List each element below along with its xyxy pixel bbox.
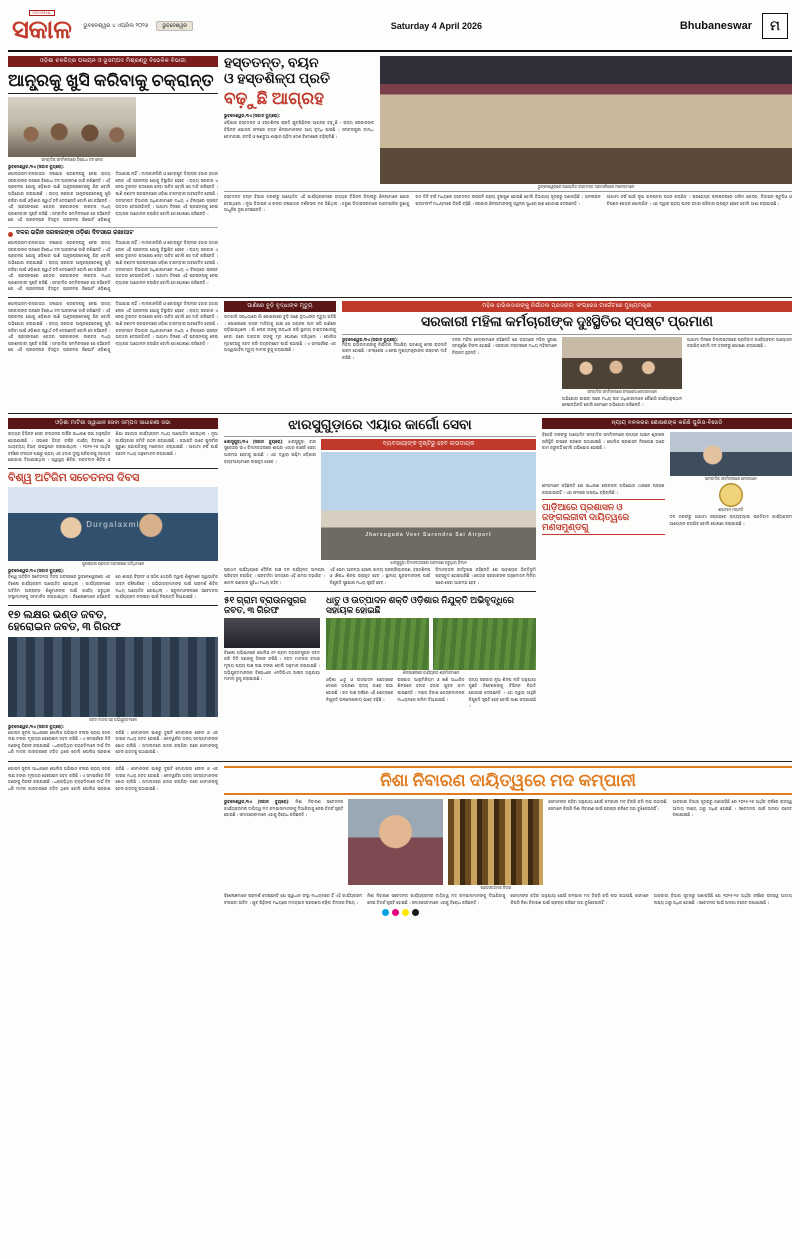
water-kicker: ପାଣିରେ ବୁଡ଼ି ବୃଦ୍ଧାଙ୍କ ମୃତ୍ୟୁ: [224, 301, 336, 312]
autism-photo: [8, 487, 218, 561]
airport-headline: ଝାରସୁଗୁଡ଼ାରେ ଏୟାର କାର୍ଗୋ ସେବା: [288, 417, 472, 433]
liquor-col-7: ଆବକାରୀ ବିଭାଗ ସୂତ୍ରରୁ ଜଣାପଡ଼ିଛି ଯେ ୨୦୨୫-୨୬ ଆର୍ଥିକ ବର୍ଷରେ ରାଜସ୍ୱ ଆଦାୟ ଲକ୍ଷ୍ୟ ଠାରୁ ଅଧିକ ହୋଇଛି । ସଚେତନତା ପାଇଁ ଅଲଗା ବଜେଟ ରଖାଯାଇଛି ।: [653, 893, 792, 905]
masthead-edition-place: Bhubaneswar: [679, 20, 752, 32]
airport-photo-caption: ଝାରସୁଗୁଡ଼ା ବିମାନବନ୍ଦରରେ ଅବତରଣ କରୁଥିବା ବିମାନ: [390, 560, 467, 565]
liquor-photo-caption: ପ୍ରତୀକାତ୍ମକ ଚିତ୍ର: [480, 886, 512, 891]
feature-col-2: ଗତ ତିନି ବର୍ଷ ମଧ୍ୟରେ ହସ୍ତତନ୍ତ ରପ୍ତାନି ପ୍ରାୟ ଦୁଇଗୁଣ ହୋଇଛି ବୋଲି ବିଭାଗୀୟ ସୂତ୍ରରୁ ଜଣାପଡ଼ିଛି । ଅନଲାଇନ ପ୍ଲାଟଫର୍ମ ମାଧ୍ୟମରେ ବିକ୍ରି ବଢ଼ିଛି । ସରକାର ଶିଳ୍ପୀମାନଙ୍କୁ ସ୍ୱଳ୍ପ ସୁଧରେ ଋଣ ଯୋଗାଇ ଦେଉଛନ୍ତି ।: [415, 194, 601, 206]
top-section: [8, 56, 792, 293]
bjd-photo-caption: ସାମ୍ବାଦିକ ସମ୍ମିଳନୀରେ ନେତାମାନେ: [704, 476, 757, 481]
logo-title: ସକାଳ: [12, 14, 72, 44]
liquor-story: [224, 766, 792, 906]
bjd-side-caption: ଶ୍ରୀମାନ ମହାନ୍ତି: [718, 507, 744, 512]
metal-headline: ଧାତୁ ଓ ଉତ୍ପାଦନ ଶକ୍ତି ଓଡ଼ିଶାର ନିଯୁକ୍ତି ଅଭିବୃଦ୍ଧିରେ ସହାୟକ ହୋଇଛି: [326, 594, 515, 615]
ganja-headline-2: ଜବତ, ୩ ଗିରଫ: [224, 604, 279, 615]
women-col-1: ମହିଳା ହାଭିଲଦାରଙ୍କୁ ନିର୍ଯାତନା ଦିଆଯିବା ଘଟଣାକୁ ନେଇ ରାଜନୀତି ଗରମ ହୋଇଛି । କଂଗ୍ରେସ ଏ ନେଇ ମୁଖ୍ୟମନ୍ତ୍ରୀଙ୍କ ଇସ୍ତଫା ଦାବି କରିଛି ।: [342, 341, 447, 360]
lead-body-cont: ପୋଲାଭରମ-ବନାକାସନ୍ଦା ସଂଯୋଗ ପ୍ରକଳ୍ପକୁ ନେଇ ରାଜ୍ୟ ସରକାରଙ୍କ ଉପରେ ବିରୋଧୀ ଦଳ ଆକ୍ରମଣ ଜାରି ରଖିଛନ୍ତି । ଏହି ପ୍ରକଳ୍ପ ଯୋଗୁ ଓଡ଼ିଶାର ପାଣି ଆନ୍ଧ୍ରପ୍ରଦେଶକୁ ଯିବ ବୋଲି ଅଭିଯୋଗ କରାଯାଇଛି । ରାଜ୍ୟ ସରକାର ଆନ୍ଧ୍ରପ୍ରଦେଶକୁ ଖୁସି କରିବା ପାଇଁ ଓଡ଼ିଶାର ସ୍ୱାର୍ଥ ବଳି ଦେଉଛନ୍ତି ବୋଲି ସେ କହିଛନ୍ତି । ଏହି ପ୍ରସଙ୍ଗରେ କେନ୍ଦ୍ର ସରକାରଙ୍କ ନୀରବତା ମଧ୍ୟ ପ୍ରଶ୍ନବାଚୀ ସୃଷ୍ଟି କରିଛି । ସମ୍ବାଦିକ ସମ୍ମିଳନୀରେ ସେ କହିଛନ୍ତି ଯେ ଏହି ପ୍ରକଳ୍ପର ବିସ୍ତୃତ ପ୍ରକଳ୍ପ ରିପୋର୍ଟ ଓଡ଼ିଶାକୁ ଦିଆଯାଇ ନାହିଁ । ମାଲକାନଗିରି ଓ କୋରାପୁଟ ଜିଲ୍ଲାର ହଜାର ହଜାର ଲୋକ ଏହି ପ୍ରକଳ୍ପ ଯୋଗୁ ବିସ୍ଥାପିତ ହେବେ । ରାଜ୍ୟ ସରକାର ଏ ନେଇ ତୁରନ୍ତ ପଦକ୍ଷେପ ନେବା ଉଚିତ ବୋଲି ସେ ଦାବି କରିଛନ୍ତି । ପାଣି ବଣ୍ଟନ ପ୍ରସଙ୍ଗରେ ଓଡ଼ିଶା ବାରମ୍ବାର ଅବହେଳିତ ହେଉଛି । ଜଳସମ୍ପଦ ବିଭାଗର ଅଧିକାରୀମାନେ ମଧ୍ୟ ଏ ବିଷୟରେ ସ୍ପଷ୍ଟ ଉତ୍ତର ଦେଉନାହାଁନ୍ତି । ଆଗାମୀ ଦିନରେ ଏହି ପ୍ରସଙ୍ଗକୁ ନେଇ ବ୍ୟାପକ ଆନ୍ଦୋଳନ କରାଯିବ ବୋଲି ସେ ଘୋଷଣା କରିଛନ୍ତି ।: [8, 240, 218, 292]
bjd-redline-2: ଜଙ୍ଗଲଜୀବୀ ଦାୟିତ୍ୱରେ: [542, 512, 630, 523]
women-section: [8, 301, 792, 409]
heroin-headline-2: ହେରୋଇନ ଜବତ, ୩ ଗିରଫ: [8, 621, 121, 634]
liquor-col-5: ନିଶା ନିବାରଣ ସଚେତନତା କାର୍ଯ୍ୟକ୍ରମର ଦାୟିତ୍ୱ ମଦ କମ୍ପାନୀମାନଙ୍କୁ ଦିଆଯିବାକୁ ନେଇ ବିତର୍କ ସୃଷ୍ଟି ହୋଇଛି । ସମାଜସେବୀମାନେ ଏହାକୁ ବିରୋଧ କରିଛନ୍ତି ।: [367, 893, 506, 905]
metal-col-1: ଓଡ଼ିଶା ଧାତୁ ଓ ଉତ୍ପାଦନ କ୍ଷେତ୍ରରେ ଦେଶର ଅଗ୍ରଣୀ ରାଜ୍ୟ ଭାବେ ଉଭା ହୋଇଛି । ଗତ ପାଞ୍ଚ ବର୍ଷରେ ଏହି କ୍ଷେତ୍ରରେ ନିଯୁକ୍ତି ଉଲ୍ଲେଖନୀୟ ଭାବେ ବଢ଼ିଛି ।: [326, 676, 394, 702]
airport-story: [224, 418, 536, 756]
ojha-body: ରାଜ୍ୟର ବିଭିନ୍ନ ସେବା ସଂଗଠନର ବାର୍ଷିକ ସାଧାରଣ ସଭା ଅନୁଷ୍ଠିତ ହୋଇଯାଇଛି । ସଭାରେ ବିଗତ ବର୍ଷର କାର୍ଯ୍ୟ ବିବରଣୀ ଓ ଆୟବ୍ୟୟ ହିସାବ ଉପସ୍ଥାପନ କରାଯାଇଥିଲା । ୨୦୨୫-୨୬ ଆର୍ଥିକ ବର୍ଷରେ ସଂଗଠନ ପକ୍ଷରୁ ପ୍ରାୟ ଏକ ହଜାର ଦୁଃସ୍ଥ ପରିବାରକୁ ସହାୟତା ଯୋଗାଇ ଦିଆଯାଇଥିଲା । ସ୍ୱାସ୍ଥ୍ୟ ଶିବିର, ରକ୍ତଦାନ ଶିବିର ଓ ଶିକ୍ଷା ସହାୟତା କାର୍ଯ୍ୟକ୍ରମ ମଧ୍ୟ ଆୟୋଜିତ ହୋଇଥିଲା । ନୂଆ କାର୍ଯ୍ୟକାରୀ କମିଟି ଗଠନ କରାଯାଇଛି । ସଭାପତି ଭାବେ ପୁନର୍ବାର ପୁରୁଣା ସଭାପତିଙ୍କୁ ମନୋନୀତ କରାଯାଇଛି । ଆଗାମୀ ବର୍ଷ ପାଇଁ ବଜେଟ ମଧ୍ୟ ଅନୁମୋଦନ କରାଯାଇଛି ।: [8, 430, 218, 463]
feature-col-3: ଆଗାମୀ ବର୍ଷ ପାଇଁ ନୂଆ କ୍ଲଷ୍ଟର ଗଠନ କରାଯିବ । ପ୍ରତ୍ୟେକ କ୍ଲଷ୍ଟରରେ ତାଲିମ କେନ୍ଦ୍ର, ଡିଜାଇନ ଷ୍ଟୁଡିଓ ଓ ବିପଣନ କେନ୍ଦ୍ର ଖୋଲାଯିବ । ଏହା ଦ୍ୱାରା ପ୍ରାୟ ପନ୍ଦର ହଜାର ପରିବାର ଉପକୃତ ହେବେ ବୋଲି ଆଶା କରାଯାଉଛି ।: [606, 194, 792, 206]
ganja-headline-1: ୫୧ ଗ୍ରାମ ବ୍ରାଉନସୁଗର: [224, 594, 307, 605]
lead-story: [8, 56, 218, 293]
registration-dots: [8, 906, 792, 916]
feature-lead-text: ଓଡ଼ିଶାର ହସ୍ତତନ୍ତ ଓ ହସ୍ତଶିଳ୍ପ ପ୍ରତି ଯୁବପିଢ଼ିଙ୍କ ଆଗ୍ରହ ବଢ଼ୁଛି । ରାଜ୍ୟ ସରକାରଙ୍କ ବିଭିନ୍ନ ଯୋଜନା ଫଳରେ ବୟନ ଶିଳ୍ପୀମାନଙ୍କ ଆୟ ବୃଦ୍ଧି ପାଇଛି । ସମ୍ବଲପୁରୀ ବାନ୍ଧ, ବୋମକାଇ, କଟକି ଓ ଖଣ୍ଡୁଆ ଶାଢ଼ୀର ଚାହିଦା ଦେଶ ବିଦେଶରେ ବଢ଼ିଚାଲିଛି ।: [224, 120, 374, 139]
bjd-photo: [670, 432, 793, 476]
liquor-col-4: ବିଶେଷଜ୍ଞମାନେ ପରାମର୍ଶ ଦେଇଛନ୍ତି ଯେ ସ୍ୱାଧୀନ ସଂସ୍ଥା ମାଧ୍ୟମରେ ହିଁ ଏହି କାର୍ଯ୍ୟକ୍ରମ ଚଳାଇବା ଉଚିତ । ଯୁବ ପିଢ଼ିଙ୍କ ମଧ୍ୟରେ ମଦ୍ୟପାନ ପ୍ରବଣତା ବଢ଼ିବା ଚିନ୍ତାର ବିଷୟ ।: [224, 893, 363, 905]
liquor-byline: ଭୁବନେଶ୍ୱର,୩ଏ (ସକାଳ ବ୍ୟୁରୋ):: [224, 799, 290, 805]
lead-headline: ଆନ୍ଧ୍ରକୁ ଖୁସି କରିବାକୁ ଚକ୍ରାନ୍ତ: [8, 71, 214, 90]
ganja-photo: [224, 618, 320, 648]
newspaper-logo: [12, 10, 71, 43]
masthead: [8, 6, 792, 52]
masthead-mark-icon: ମ: [762, 13, 788, 39]
lead-continued: [8, 301, 218, 409]
liquor-photo-2: [448, 799, 543, 885]
women-col-4: ଆଗାମୀ ଦିନରେ ଜିଲ୍ଲାସ୍ତରରେ ପ୍ରତିବାଦ କାର୍ଯ୍ୟକ୍ରମ ଆୟୋଜନ କରାଯିବ ବୋଲି ଦଳ ତରଫରୁ ଘୋଷଣା କରାଯାଇଛି ।: [687, 336, 792, 349]
liquor-col-1: [224, 799, 343, 890]
feature-story: [224, 56, 792, 293]
lead-side-text: [140, 97, 218, 162]
airport-subkicker: ବ୍ୟବସାୟୀଙ୍କ ଦୃଷ୍ଟିରୁ ହେବ ଲାଭଦାୟକ: [321, 439, 536, 450]
feature-headline-red: ବଢ଼ୁଛି ଆଗ୍ରହ: [224, 89, 325, 109]
women-photo-caption: ସମ୍ବାଦିକ ସମ୍ମିଳନୀରେ କଂଗ୍ରେସ ନେତ୍ରୀମାନେ: [587, 389, 657, 394]
lead-body: ପୋଲାଭରମ-ବନାକାସନ୍ଦା ସଂଯୋଗ ପ୍ରକଳ୍ପକୁ ନେଇ ରାଜ୍ୟ ସରକାରଙ୍କ ଉପରେ ବିରୋଧୀ ଦଳ ଆକ୍ରମଣ ଜାରି ରଖିଛନ୍ତି । ଏହି ପ୍ରକଳ୍ପ ଯୋଗୁ ଓଡ଼ିଶାର ପାଣି ଆନ୍ଧ୍ରପ୍ରଦେଶକୁ ଯିବ ବୋଲି ଅଭିଯୋଗ କରାଯାଇଛି । ରାଜ୍ୟ ସରକାର ଆନ୍ଧ୍ରପ୍ରଦେଶକୁ ଖୁସି କରିବା ପାଇଁ ଓଡ଼ିଶାର ସ୍ୱାର୍ଥ ବଳି ଦେଉଛନ୍ତି ବୋଲି ସେ କହିଛନ୍ତି । ଏହି ପ୍ରସଙ୍ଗରେ କେନ୍ଦ୍ର ସରକାରଙ୍କ ନୀରବତା ମଧ୍ୟ ପ୍ରଶ୍ନବାଚୀ ସୃଷ୍ଟି କରିଛି । ସମ୍ବାଦିକ ସମ୍ମିଳନୀରେ ସେ କହିଛନ୍ତି ଯେ ଏହି ପ୍ରକଳ୍ପର ବିସ୍ତୃତ ପ୍ରକଳ୍ପ ରିପୋର୍ଟ ଓଡ଼ିଶାକୁ ଦିଆଯାଇ ନାହିଁ । ମାଲକାନଗିରି ଓ କୋରାପୁଟ ଜିଲ୍ଲାର ହଜାର ହଜାର ଲୋକ ଏହି ପ୍ରକଳ୍ପ ଯୋଗୁ ବିସ୍ଥାପିତ ହେବେ । ରାଜ୍ୟ ସରକାର ଏ ନେଇ ତୁରନ୍ତ ପଦକ୍ଷେପ ନେବା ଉଚିତ ବୋଲି ସେ ଦାବି କରିଛନ୍ତି । ପାଣି ବଣ୍ଟନ ପ୍ରସଙ୍ଗରେ ଓଡ଼ିଶା ବାରମ୍ବାର ଅବହେଳିତ ହେଉଛି । ଜଳସମ୍ପଦ ବିଭାଗର ଅଧିକାରୀମାନେ ମଧ୍ୟ ଏ ବିଷୟରେ ସ୍ପଷ୍ଟ ଉତ୍ତର ଦେଉନାହାଁନ୍ତି । ଆଗାମୀ ଦିନରେ ଏହି ପ୍ରସଙ୍ଗକୁ ନେଇ ବ୍ୟାପକ ଆନ୍ଦୋଳନ କରାଯିବ ବୋଲି ସେ ଘୋଷଣା କରିଛନ୍ତି ।: [8, 171, 218, 223]
feature-photo-caption: ଭୁବନେଶ୍ୱରରେ ଆୟୋଜିତ ହସ୍ତତନ୍ତ ପ୍ରଦର୍ଶନୀରେ ମଡେଲମାନେ: [537, 185, 635, 189]
women-col-3: ଅଭିଯୋଗ ପାଇବା ପରେ ମଧ୍ୟ ଉଚ୍ଚ ଅଧିକାରୀମାନେ କୌଣସି କାର୍ଯ୍ୟାନୁଷ୍ଠାନ ନେଇନାହାଁନ୍ତି ବୋଲି ସେମାନେ ଅଭିଯୋଗ କରିଛନ୍ତି ।: [562, 395, 682, 408]
airport-col-1: ଝାରସୁଗୁଡ଼ା ବୀର ସୁରେନ୍ଦ୍ର ସାଏ ବିମାନବନ୍ଦରରେ ଶୀଘ୍ର ଏୟାର କାର୍ଗୋ ସେବା ଆରମ୍ଭ ହେବାକୁ ଯାଉଛି । ଏହା ଦ୍ୱାରା ପଶ୍ଚିମ ଓଡ଼ିଶାର ବ୍ୟବସାୟୀମାନେ ଉପକୃତ ହେବେ ।: [224, 438, 316, 464]
women-kicker: ମହିଳା ହାଭିଲଦାରଙ୍କୁ ନିର୍ଯାତନା ପ୍ରସଙ୍ଗ: କଂଗ୍ରେସ ଟାର୍ଗେଟରେ ମୁଖ୍ୟମନ୍ତ୍ରୀ: [342, 301, 792, 312]
liquor-photo-1: [348, 799, 443, 885]
women-col-2: ଦଳର ମହିଳା ନେତ୍ରୀମାନେ କହିଛନ୍ତି ଯେ ରାଜ୍ୟରେ ମହିଳା ସୁରକ୍ଷା ସମ୍ପୂର୍ଣ୍ଣ ବିଫଳ ହୋଇଛି । ସରକାରୀ ଦପ୍ତରରେ ମଧ୍ୟ ମହିଳାମାନେ ନିରାପଦ ନୁହନ୍ତି ।: [452, 336, 557, 355]
masthead-date-english: Saturday 4 April 2026: [390, 21, 483, 31]
feature-headline-2: ଓ ହସ୍ତଶିଳ୍ପ ପ୍ରତି: [224, 71, 330, 87]
liquor-col-6: ସେମାନଙ୍କ କହିବା ଅନୁଯାୟୀ ଯେଉଁ କମ୍ପାନୀ ମଦ ବିକ୍ରି କରି ଲାଭ ଉଠାଉଛି, ସେମାନେ କିପରି ନିଶା ନିବାରଣ ପାଇଁ ପ୍ରଚାର କରିବେ ତାହା ବୁଝିହେଉନାହିଁ ।: [510, 893, 649, 905]
metal-photo-caption: ଶିଳ୍ପାଞ୍ଚଳରେ କାର୍ଯ୍ୟରତ ଶ୍ରମିକମାନେ: [402, 670, 460, 675]
airport-photo-block: [321, 439, 536, 565]
airport-col-4: ବିମାନବନ୍ଦର କର୍ତ୍ତୃପକ୍ଷ କହିଛନ୍ତି ଯେ ଆବଶ୍ୟକ ଭିତ୍ତିଭୂମି ପ୍ରସ୍ତୁତ ହୋଇସାରିଛି । କେନ୍ଦ୍ର ସରକାରଙ୍କ ଅନୁମୋଦନ ମିଳିବା ପରେ ସେବା ଆରମ୍ଭ ହେବ ।: [435, 566, 536, 585]
feature-col-1: ହସ୍ତତନ୍ତ ବୟନ ବିଭାଗ ତରଫରୁ ଆୟୋଜିତ ଏହି କାର୍ଯ୍ୟକ୍ରମରେ ରାଜ୍ୟର ବିଭିନ୍ନ ଜିଲ୍ଲାରୁ ଶିଳ୍ପୀମାନେ ଯୋଗ ଦେଇଥିଲେ । ନୂଆ ଡିଜାଇନ ଓ ରଙ୍ଗ ସଂଯୋଜନା ଦର୍ଶକଙ୍କ ମନ ଜିଣିଥିଲା । ତରୁଣ ଡିଜାଇନରମାନେ ପାରମ୍ପରିକ ବୁଣାକୁ ଆଧୁନିକ ରୂପ ଦେଇଛନ୍ତି ।: [224, 194, 410, 213]
liquor-col-3: ଆବକାରୀ ବିଭାଗ ସୂତ୍ରରୁ ଜଣାପଡ଼ିଛି ଯେ ୨୦୨୫-୨୬ ଆର୍ଥିକ ବର୍ଷରେ ରାଜସ୍ୱ ଆଦାୟ ଲକ୍ଷ୍ୟ ଠାରୁ ଅଧିକ ହୋଇଛି । ସଚେତନତା ପାଇଁ ଅଲଗା ବଜେଟ ରଖାଯାଇଛି ।: [672, 799, 792, 818]
heroin-photo: [8, 637, 218, 717]
women-byline: ଭୁବନେଶ୍ୱର,୩ଏ (ସକାଳ ବ୍ୟୁରୋ):: [342, 336, 399, 342]
feature-byline: ଭୁବନେଶ୍ୱର,୩ଏ (ସକାଳ ବ୍ୟୁରୋ):: [224, 113, 281, 119]
masthead-city-pill: ଭୁବନେଶ୍ୱର: [156, 21, 193, 31]
color-dot-yellow: [402, 909, 409, 916]
bjd-col-1: ବିଜେଡି ତରଫରୁ ଆୟୋଜିତ ସମ୍ବାଦିକ ସମ୍ମିଳନୀରେ ରାଜ୍ୟର ଆଇନ ଶୃଙ୍ଖଳା ପରିସ୍ଥିତି ଉପରେ ପ୍ରଶ୍ନ ଉଠାଯାଇଛି । ପୋଲିସ ପ୍ରଶାସନ ନିରପେକ୍ଷ ଭାବେ କାମ କରୁନାହିଁ ବୋଲି ଅଭିଯୋଗ ହୋଇଛି ।: [542, 431, 665, 451]
airport-col-2: ପ୍ରଥମ ପର୍ଯ୍ୟାୟରେ ଦୈନିକ ପାଞ୍ଚ ଟନ ପର୍ଯ୍ୟନ୍ତ ସାମଗ୍ରୀ ପରିବହନ କରାଯିବ । ପରବର୍ତ୍ତୀ ସମୟରେ ଏହି କ୍ଷମତା ବଢ଼ାଯିବ । ଶୀତଳ ଭଣ୍ଡାର ସୁବିଧା ମଧ୍ୟ ରହିବ ।: [224, 566, 325, 585]
heroin-photo-caption: ଜବତ ମାଦକ ସହ ଅଭିଯୁକ୍ତମାନେ: [89, 717, 137, 722]
airport-photo: [321, 452, 536, 560]
feature-headline-1: ହସ୍ତତନ୍ତ, ବୟନ: [224, 56, 319, 71]
masthead-date-odia: ଭୁବନେଶ୍ୱର ୪ ଏପ୍ରିଲ ୨୦୨୬: [83, 22, 149, 29]
airport-col-left: [224, 439, 316, 565]
bullet-dot-icon: [8, 232, 13, 237]
feature-head-block: [224, 56, 374, 189]
masthead-left: [12, 10, 193, 43]
women-headline: ସରକାରୀ ମହିଳା କର୍ମଚାରୀଙ୍କ ଦୁଃସ୍ଥିତିର ସ୍ପଷ୍ଟ ପ୍ରମାଣ: [420, 315, 714, 331]
lead-photo: [8, 97, 136, 157]
ojha-kicker: ଓଡ଼ିଶା ମାଟିରୀ ସ୍ୱାଧୀନ ସେବା ସମ୍ପଦ ସାଧାରଣୀ ସଭା: [8, 418, 218, 429]
metal-col-3: ରାଜ୍ୟ ସରକାର ନୂଆ ଶିଳ୍ପ ନୀତି ଅନୁଯାୟୀ ପୁଞ୍ଜି ନିବେଶକଙ୍କୁ ବିଭିନ୍ନ ରିହାତି ଯୋଗାଇ ଦେଉଛନ୍ତି । ଏହା ଦ୍ୱାରା ଆହୁରି ନିଯୁକ୍ତି ସୃଷ୍ଟି ହେବ ବୋଲି ଆଶା କରାଯାଉଛି ।: [468, 676, 536, 709]
heroin-continued-text: ଗୋପନ ସୂଚନା ଆଧାରରେ ପୋଲିସ ଅଭିଯାନ ଚଳାଇ ପ୍ରାୟ ସତର ଲକ୍ଷ ଟଙ୍କା ମୂଲ୍ୟର ହେରୋଇନ ଜବତ କରିଛି । ଏ ସମ୍ପର୍କରେ ତିନି ଜଣଙ୍କୁ ଗିରଫ କରାଯାଇଛି । ଧରାପଡ଼ିଥିବା ବ୍ୟକ୍ତିମାନେ ଦୀର୍ଘ ଦିନ ଧରି ମାଦକ କାରବାରରେ ଜଡ଼ିତ ଥିଲେ ବୋଲି ପୋଲିସ ପ୍ରକାଶ କରିଛି । ସେମାନଙ୍କ ପାଖରୁ ଦୁଇଟି ମୋବାଇଲ ଫୋନ ଓ ଏକ ବାଇକ ମଧ୍ୟ ଜବତ ହୋଇଛି । ନେଟୱର୍କର ଅନ୍ୟ ସଦସ୍ୟମାନଙ୍କ ଖୋଜ ଚାଲିଛି । ଅଦାଲତରେ ହାଜର କରାଯିବା ପରେ ସେମାନଙ୍କୁ ଜେଲ ହାଜତକୁ ପଠାଯାଇଛି ।: [8, 766, 218, 791]
autism-body: ବିଶ୍ୱ ଅଟିଜିମ ସଚେତନତା ଦିବସ ଅବସରରେ ଭୁବନେଶ୍ୱରରେ ଏକ ବିଶେଷ କାର୍ଯ୍ୟକ୍ରମ ଆୟୋଜିତ ହୋଇଥିଲା । କାର୍ଯ୍ୟକ୍ରମରେ ଅଟିଜିମ ଆକ୍ରାନ୍ତ ଶିଶୁମାନଙ୍କ ପାଇଁ କାର୍ଯ୍ୟ କରୁଥିବା ସଂସ୍ଥାମାନଙ୍କୁ ସମ୍ମାନିତ କରାଯାଇଥିଲା । ବିଶେଷଜ୍ଞମାନେ କହିଛନ୍ତି ଯେ ଶୀଘ୍ର ଚିହ୍ନଟ ଓ ସଠିକ ଥେରାପି ଦ୍ୱାରା ଶିଶୁମାନେ ସ୍ୱାଭାବିକ ଜୀବନ ବଞ୍ଚିପାରିବେ । ଅଭିଭାବକମାନଙ୍କ ପାଇଁ ପରାମର୍ଶ ଶିବିର ମଧ୍ୟ ଆୟୋଜିତ ହୋଇଥିଲା । ସ୍କୁଲମାନଙ୍କରେ ସଚେତନତା କାର୍ଯ୍ୟକ୍ରମ ଚଲାଇବା ପାଇଁ ନିଷ୍ପତ୍ତି ନିଆଯାଇଛି ।: [8, 574, 218, 600]
liquor-section: [8, 766, 792, 906]
metal-photo-1: [326, 618, 429, 670]
women-photo: [562, 337, 682, 389]
lead-continued-text: ପୋଲାଭରମ-ବନାକାସନ୍ଦା ସଂଯୋଗ ପ୍ରକଳ୍ପକୁ ନେଇ ରାଜ୍ୟ ସରକାରଙ୍କ ଉପରେ ବିରୋଧୀ ଦଳ ଆକ୍ରମଣ ଜାରି ରଖିଛନ୍ତି । ଏହି ପ୍ରକଳ୍ପ ଯୋଗୁ ଓଡ଼ିଶାର ପାଣି ଆନ୍ଧ୍ରପ୍ରଦେଶକୁ ଯିବ ବୋଲି ଅଭିଯୋଗ କରାଯାଇଛି । ରାଜ୍ୟ ସରକାର ଆନ୍ଧ୍ରପ୍ରଦେଶକୁ ଖୁସି କରିବା ପାଇଁ ଓଡ଼ିଶାର ସ୍ୱାର୍ଥ ବଳି ଦେଉଛନ୍ତି ବୋଲି ସେ କହିଛନ୍ତି । ଏହି ପ୍ରସଙ୍ଗରେ କେନ୍ଦ୍ର ସରକାରଙ୍କ ନୀରବତା ମଧ୍ୟ ପ୍ରଶ୍ନବାଚୀ ସୃଷ୍ଟି କରିଛି । ସମ୍ବାଦିକ ସମ୍ମିଳନୀରେ ସେ କହିଛନ୍ତି ଯେ ଏହି ପ୍ରକଳ୍ପର ବିସ୍ତୃତ ପ୍ରକଳ୍ପ ରିପୋର୍ଟ ଓଡ଼ିଶାକୁ ଦିଆଯାଇ ନାହିଁ । ମାଲକାନଗିରି ଓ କୋରାପୁଟ ଜିଲ୍ଲାର ହଜାର ହଜାର ଲୋକ ଏହି ପ୍ରକଳ୍ପ ଯୋଗୁ ବିସ୍ଥାପିତ ହେବେ । ରାଜ୍ୟ ସରକାର ଏ ନେଇ ତୁରନ୍ତ ପଦକ୍ଷେପ ନେବା ଉଚିତ ବୋଲି ସେ ଦାବି କରିଛନ୍ତି । ପାଣି ବଣ୍ଟନ ପ୍ରସଙ୍ଗରେ ଓଡ଼ିଶା ବାରମ୍ବାର ଅବହେଳିତ ହେଉଛି । ଜଳସମ୍ପଦ ବିଭାଗର ଅଧିକାରୀମାନେ ମଧ୍ୟ ଏ ବିଷୟରେ ସ୍ପଷ୍ଟ ଉତ୍ତର ଦେଉନାହାଁନ୍ତି । ଆଗାମୀ ଦିନରେ ଏହି ପ୍ରସଙ୍ଗକୁ ନେଇ ବ୍ୟାପକ ଆନ୍ଦୋଳନ କରାଯିବ ବୋଲି ସେ ଘୋଷଣା କରିଛନ୍ତି ।: [8, 301, 218, 353]
logo-superscript: ODISHA: [29, 10, 55, 16]
bjd-col-2: ନେତାମାନେ କହିଛନ୍ତି ଯେ ସାଧାରଣ ଲୋକଙ୍କ ଅଭିଯୋଗ ଥାନାରେ ଗ୍ରହଣ କରାଯାଉନାହିଁ । ଏହା ଫଳରେ ଅପରାଧ ବଢ଼ିଚାଲିଛି ।: [542, 482, 665, 495]
liquor-col-1-text: ନିଶା ନିବାରଣ ସଚେତନତା କାର୍ଯ୍ୟକ୍ରମର ଦାୟିତ୍ୱ ମଦ କମ୍ପାନୀମାନଙ୍କୁ ଦିଆଯିବାକୁ ନେଇ ବିତର୍କ ସୃଷ୍ଟି ହୋଇଛି । ସମାଜସେବୀମାନେ ଏହାକୁ ବିରୋଧ କରିଛନ୍ତି ।: [224, 799, 344, 818]
lead-photo-caption: ସମ୍ବାଦିକ ସମ୍ମିଳନୀରେ ବିରୋଧୀ ଦଳ ନେତା: [41, 158, 103, 163]
feature-photo-block: [380, 56, 792, 189]
airport-col-3: ଏହି ସେବା ଆରମ୍ଭ ହେଲେ ଖାଦ୍ୟ ପ୍ରକ୍ରିୟାକରଣ, ହସ୍ତଶିଳ୍ପ ଓ ଔଷଧ ଶିଳ୍ପ ଉପକୃତ ହେବ । ସ୍ଥାନୀୟ ଯୁବକମାନଙ୍କ ପାଇଁ ନିଯୁକ୍ତି ସୁଯୋଗ ମଧ୍ୟ ସୃଷ୍ଟି ହେବ ।: [329, 566, 431, 585]
bjd-col-3: ଦଳ ତରଫରୁ ଆଗାମୀ ସପ୍ତାହରେ ରାଜ୍ୟବ୍ୟାପୀ ପ୍ରତିବାଦ କାର୍ଯ୍ୟକ୍ରମ ଆୟୋଜନ କରାଯିବ ବୋଲି ଘୋଷଣା କରାଯାଇଛି ।: [669, 513, 792, 526]
autism-photo-watermark: Durgalaxmi: [86, 519, 140, 529]
lead-subhead: [8, 230, 218, 237]
left-middle-column: [8, 418, 218, 756]
masthead-right: [680, 13, 788, 39]
metal-col-2: ଇସ୍ପାତ, ଆଲୁମିନିୟମ ଓ ଖଣି ଆଧାରିତ ଶିଳ୍ପରେ ହଜାର ହଜାର ଯୁବକ କାମ ପାଇଛନ୍ତି । ଦକ୍ଷତା ବିକାଶ କେନ୍ଦ୍ରମାନଙ୍କ ମାଧ୍ୟମରେ ତାଲିମ ଦିଆଯାଉଛି ।: [397, 676, 465, 702]
feature-photo: [380, 56, 792, 184]
bjd-kicker: ନ୍ୟାୟ ବଳକରର ଶୋଷଣଙ୍କ କରିଛି ପୁଲିସ-ବିଜେଡି: [542, 418, 792, 429]
autism-byline: ଭୁବନେଶ୍ୱର,୩ଏ (ସକାଳ ବ୍ୟୁରୋ):: [8, 568, 65, 574]
airport-terminal-label: Jharsuguda Veer Surendra Sai Airport: [365, 531, 492, 538]
middle-section: [8, 418, 792, 756]
ganja-story: [224, 595, 320, 710]
heroin-continued: [8, 766, 218, 906]
ganja-body: ବିଶେଷ ଅଭିଯାନରେ ପୋଲିସ ୫୧ ଗ୍ରାମ ବ୍ରାଉନସୁଗର ଜବତ କରି ତିନି ଜଣଙ୍କୁ ଗିରଫ କରିଛି । ଜବତ ମାଦକର ବଜାର ମୂଲ୍ୟ ପ୍ରାୟ ପାଞ୍ଚ ଲକ୍ଷ ଟଙ୍କା ବୋଲି ଅନୁମାନ କରାଯାଉଛି । ଅଭିଯୁକ୍ତମାନଙ୍କ ବିରୋଧରେ ଏନଡିପିଏସ ଆଇନ ଅନୁଯାୟୀ ମାମଲା ରୁଜୁ କରାଯାଇଛି ।: [224, 649, 320, 682]
metal-photo-2: [433, 618, 536, 670]
bjd-story: [542, 418, 792, 756]
autism-headline: ବିଶ୍ୱ ଅଟିଜିମ ସଚେତନତା ଦିବସ: [8, 472, 140, 485]
heroin-headline-1: ୧୭ ଲକ୍ଷର ଭଣ୍ଡ ଜବତ,: [8, 608, 107, 621]
liquor-headline: ନିଶା ନିବାରଣ ଦାୟିତ୍ୱରେ ମଦ କମ୍ପାନୀ: [224, 766, 792, 795]
airport-byline: ଝାରସୁଗୁଡ଼ା,୩ଏ (ସକାଳ ବ୍ୟୁରୋ):: [224, 438, 284, 444]
masthead-date-block: [83, 23, 148, 30]
bjd-redline-1: ପାଡ଼ିଆରେ ପ୍ରଶାସନ ଓ: [542, 502, 623, 513]
color-dot-cyan: [382, 909, 389, 916]
heroin-body: ଗୋପନ ସୂଚନା ଆଧାରରେ ପୋଲିସ ଅଭିଯାନ ଚଳାଇ ପ୍ରାୟ ସତର ଲକ୍ଷ ଟଙ୍କା ମୂଲ୍ୟର ହେରୋଇନ ଜବତ କରିଛି । ଏ ସମ୍ପର୍କରେ ତିନି ଜଣଙ୍କୁ ଗିରଫ କରାଯାଇଛି । ଧରାପଡ଼ିଥିବା ବ୍ୟକ୍ତିମାନେ ଦୀର୍ଘ ଦିନ ଧରି ମାଦକ କାରବାରରେ ଜଡ଼ିତ ଥିଲେ ବୋଲି ପୋଲିସ ପ୍ରକାଶ କରିଛି । ସେମାନଙ୍କ ପାଖରୁ ଦୁଇଟି ମୋବାଇଲ ଫୋନ ଓ ଏକ ବାଇକ ମଧ୍ୟ ଜବତ ହୋଇଛି । ନେଟୱର୍କର ଅନ୍ୟ ସଦସ୍ୟମାନଙ୍କ ଖୋଜ ଚାଲିଛି । ଅଦାଲତରେ ହାଜର କରାଯିବା ପରେ ସେମାନଙ୍କୁ ଜେଲ ହାଜତକୁ ପଠାଯାଇଛି ।: [8, 729, 218, 755]
color-dot-black: [412, 909, 419, 916]
lead-subhead-text: ଦଳର ଭଗିନ ସରକାରଙ୍କ ଓଡ଼ିଶା ଦିବସରେ ରଖାପାଟ: [16, 230, 134, 237]
lead-kicker: ଓଡ଼ିଶା ଚଳଚ୍ଚିତ୍ର ପଳାୟନ ଓ ଭୂସମ୍ପଦ ମିଶ୍ରଣ୍ଡୁ ବିଭେଳିକ ବିଭାଗୀ: [8, 56, 218, 67]
metal-story: [326, 595, 536, 710]
women-story: [342, 301, 792, 409]
lead-byline: ଭୁବନେଶ୍ୱର,୩ଏ (ସକାଳ ବ୍ୟୁରୋ):: [8, 164, 65, 170]
water-body: ଗତକାଲି ସନ୍ଧ୍ୟାରେ ଗାଁ ପୋଖରୀରେ ବୁଡ଼ି ଜଣେ ବୃଦ୍ଧାଙ୍କ ମୃତ୍ୟୁ ଘଟିଛି । ପୋଖରୀରେ ବାସନ ମାଜିବାକୁ ଯାଇ ସେ ଅଚାନକ ପାଦ ଖସି ପାଣିରେ ପଡ଼ିଯାଇଥିଲେ । ଗାଁ ଲୋକ ତାଙ୍କୁ ଉଦ୍ଧାର କରି ସ୍ଥାନୀୟ ଡାକ୍ତରଖାନାକୁ ନେବା ପରେ ଡାକ୍ତର ତାଙ୍କୁ ମୃତ ଘୋଷଣା କରିଥିଲେ । ପୋଲିସ ମୃତଦେହକୁ ଜବତ କରି ବ୍ୟବଚ୍ଛେଦ ପାଇଁ ପଠାଇଛି । ଏ ସମ୍ପର୍କରେ ଏକ ଅସ୍ୱାଭାବିକ ମୃତ୍ୟୁ ମାମଲା ରୁଜୁ କରାଯାଇଛି ।: [224, 314, 336, 353]
autism-photo-caption: ପୁରସ୍କାର ପ୍ରଦାନ ଅବସରରେ ଅତିଥିମାନେ: [81, 562, 145, 567]
color-dot-magenta: [392, 909, 399, 916]
heroin-byline: ଭୁବନେଶ୍ୱର,୩ଏ (ସକାଳ ବ୍ୟୁରୋ):: [8, 723, 65, 729]
liquor-col-2: ସେମାନଙ୍କ କହିବା ଅନୁଯାୟୀ ଯେଉଁ କମ୍ପାନୀ ମଦ ବିକ୍ରି କରି ଲାଭ ଉଠାଉଛି, ସେମାନେ କିପରି ନିଶା ନିବାରଣ ପାଇଁ ପ୍ରଚାର କରିବେ ତାହା ବୁଝିହେଉନାହିଁ ।: [548, 799, 668, 811]
bjd-redline-3: ମଣସମୁଣ୍ଡଗୁ: [542, 522, 589, 533]
water-story: [224, 301, 336, 409]
bjd-side-portrait: [719, 483, 743, 507]
